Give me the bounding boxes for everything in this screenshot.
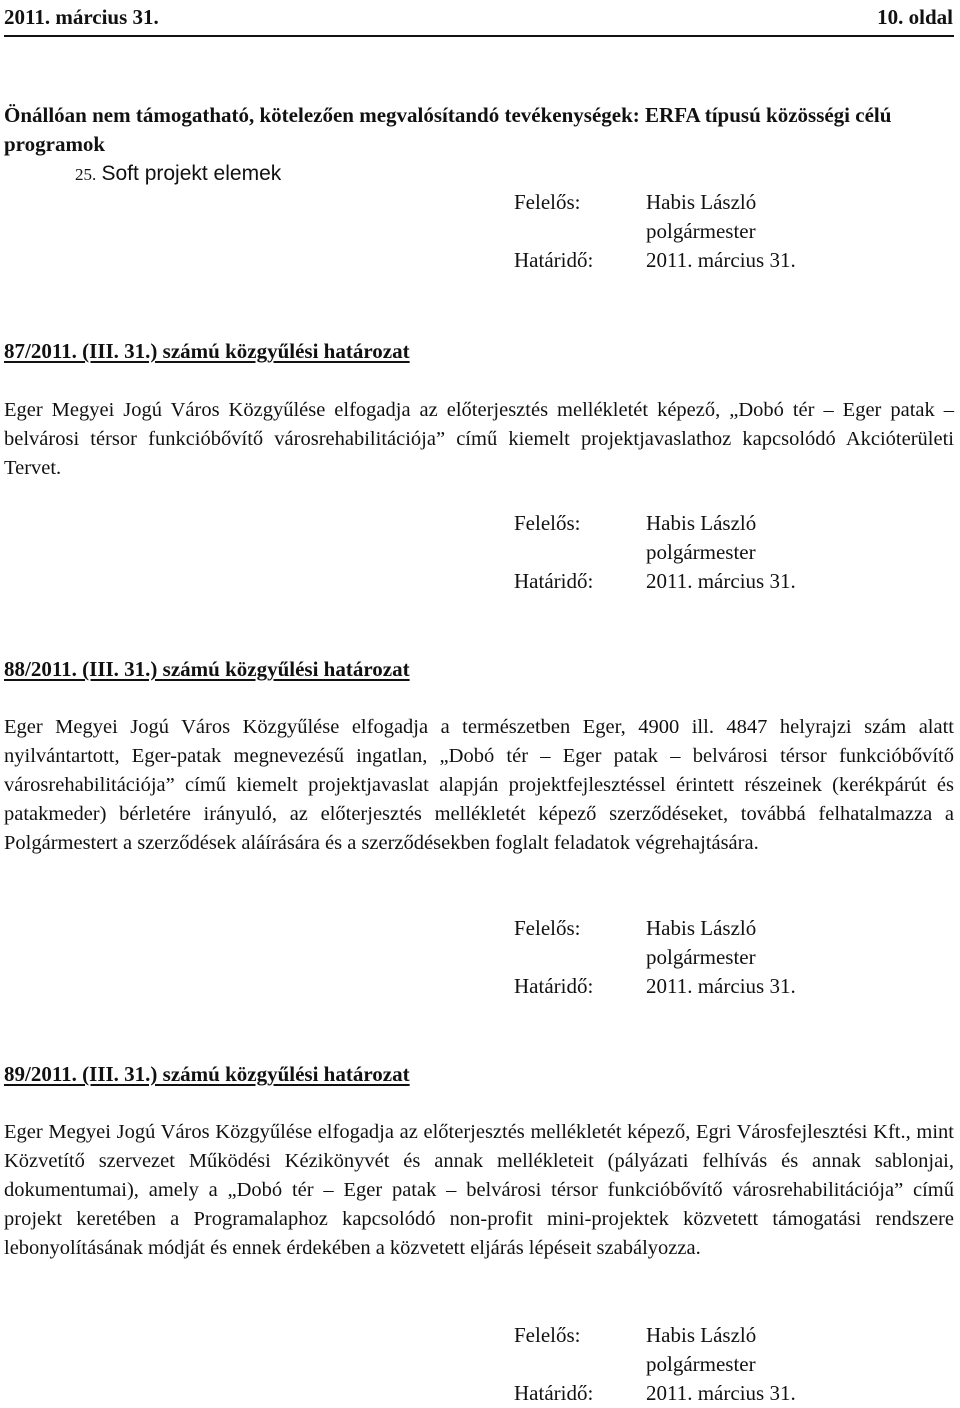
deadline-value: 2011. március 31.	[646, 569, 796, 593]
page-number: 10. oldal	[877, 5, 953, 29]
responsible-label: Felelős:	[514, 916, 581, 940]
list-item	[75, 159, 281, 189]
responsible-label: Felelős:	[514, 190, 581, 214]
responsible-name: Habis László	[646, 190, 757, 214]
responsibility-block	[514, 509, 934, 596]
responsible-name: Habis László	[646, 916, 757, 940]
resolution-body: Eger Megyei Jogú Város Közgyűlése elfogadja a természetben Eger, 4900 ill. 4847 helyrajzi szám alatt nyilvántartott, Eger-patak megnevezésű ingatlan, „Dobó tér – Eger patak – belvárosi térsor funkcióbővítő városrehabilitációja” című kiemelt projektjavaslat alapján projektfejlesztéssel érintett részeinek (kerékpárút és patakmeder) bérletére irányuló, az előterjesztés mellékletét képező szerződéseket, továbbá felhatalmazza a Polgármestert a szerződések aláírására és a szerződésekben foglalt feladatok végrehajtására.	[4, 716, 954, 854]
resolution-body: Eger Megyei Jogú Város Közgyűlése elfogadja az előterjesztés mellékletét képező, Egri Városfejlesztési Kft., mint Közvetítő szervezet Működési Kézikönyvét és annak mellékleteit (pályázati felhívás és annak sablonjai, dokumentumai), amely a „Dobó tér – Eger patak – belvárosi térsor funkcióbővítő városrehabilitációja” című projekt keretében a Programalaphoz kapcsolódó non-profit mini-projektek közvetett támogatási rendszere lebonyolításának módját és ennek érdekében a közvetett eljárás lépéseit szabályozza.	[4, 1121, 954, 1259]
deadline-value: 2011. március 31.	[646, 974, 796, 998]
responsible-name: Habis László	[646, 511, 757, 535]
deadline-label: Határidő:	[514, 1381, 594, 1405]
header-rule	[4, 35, 954, 37]
responsible-title: polgármester	[646, 945, 756, 969]
responsibility-block	[514, 914, 934, 1001]
list-item-text: Soft projekt elemek	[101, 162, 282, 185]
responsibility-block	[514, 188, 934, 275]
responsible-label: Felelős:	[514, 1323, 581, 1347]
resolution-body: Eger Megyei Jogú Város Közgyűlése elfogadja az előterjesztés mellékletét képező, „Dobó tér – Eger patak – belvárosi térsor funkcióbővítő városrehabilitációja” című kiemelt projektjavaslathoz kapcsolódó Akcióterületi Tervet.	[4, 399, 954, 479]
deadline-label: Határidő:	[514, 248, 594, 272]
responsible-name: Habis László	[646, 1323, 757, 1347]
deadline-value: 2011. március 31.	[646, 248, 796, 272]
header-date: 2011. március 31.	[4, 5, 159, 29]
responsible-title: polgármester	[646, 1352, 756, 1376]
deadline-label: Határidő:	[514, 569, 594, 593]
responsibility-block	[514, 1321, 934, 1408]
deadline-value: 2011. március 31.	[646, 1381, 796, 1405]
list-item-number: 25.	[75, 165, 97, 184]
deadline-label: Határidő:	[514, 974, 594, 998]
section-heading: Önállóan nem támogatható, kötelezően megvalósítandó tevékenységek: ERFA típusú közösségi célú programok	[4, 103, 892, 156]
responsible-title: polgármester	[646, 219, 756, 243]
resolution-title: 87/2011. (III. 31.) számú közgyűlési határozat	[4, 339, 410, 363]
responsible-label: Felelős:	[514, 511, 581, 535]
resolution-title: 88/2011. (III. 31.) számú közgyűlési határozat	[4, 657, 410, 681]
responsible-title: polgármester	[646, 540, 756, 564]
resolution-title: 89/2011. (III. 31.) számú közgyűlési határozat	[4, 1062, 410, 1086]
